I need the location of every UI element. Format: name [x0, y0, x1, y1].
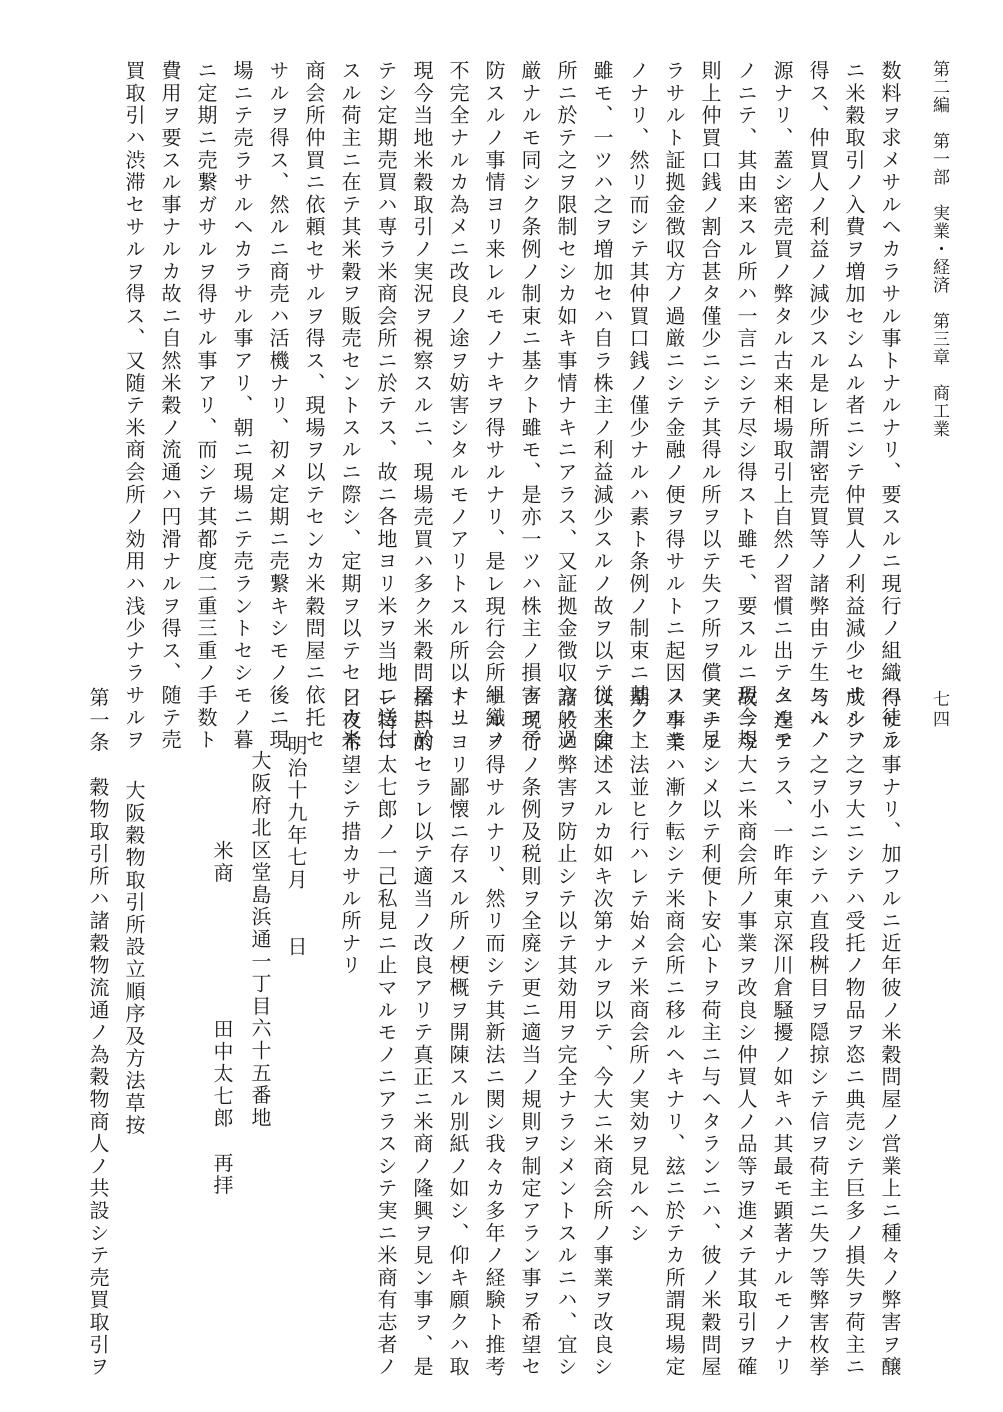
text-column: 防スルノ事情ヨリ来レルモノナキヲ得サルナリ、是レ現行会所組織ノ: [482, 60, 506, 752]
text-column: 現今当地米穀取引ノ実況ヲ視察スルニ、現場売買ハ多ク米穀問屋ニ於: [410, 60, 434, 752]
text-column: ク現行ノ条例及税則ヲ全廃シ更ニ適当ノ規則ヲ制定アラン事ヲ希望セ: [518, 687, 542, 1379]
text-column: 則上仲買口銭ノ割合甚タ僅少ニシテ其得ル所ヲ以テ失フ所ヲ償フニ足: [698, 60, 722, 752]
date-line: 明治十九年七月 日: [284, 735, 308, 958]
text-column: 期ノ二法並ヒ行ハレテ始メテ米商会所ノ実効ヲ見ルヘシ: [626, 687, 650, 1245]
text-column: テシ定期売買ハ専ラ米商会所ニ於テス、故ニ各地ヨリ米ヲ当地ニ送付: [374, 60, 398, 752]
text-column: サルヲ得ス、然ルニ商売ハ活機ナリ、初メ定期ニ売繋キシモノ後ニ現: [266, 60, 290, 752]
text-column: 厳ナルモ同シク条例ノ制束ニ基クト雖モ、是亦一ツハ株主ノ損害ヲ予: [518, 60, 542, 752]
text-column: ノニテ、其由来スル所ハ一言ニシテ尽シ得スト雖モ、要スルニ現今規: [734, 60, 758, 752]
text-column: 得ス、仲買人ノ利益ノ減少スル是レ所謂密売買等ノ諸弊由テ生スルノ: [806, 60, 830, 752]
text-column: 故ニ今大ニ米商会所ノ事業ヲ改良シ仲買人ノ品等ヲ進メテ其取引ヲ確: [734, 687, 758, 1379]
text-column: ニ遑アラス、一昨年東京深川倉騒擾ノ如キハ其最モ顕著ナルモノナリ: [770, 687, 794, 1379]
text-column: スル荷主ニ在テ其米穀ヲ販売セントスルニ際シ、定期ヲ以テセンカ米: [338, 60, 362, 752]
article-one: 第一条 穀物取引所ハ諸穀物流通ノ為穀物商人ノ共設シテ売買取引ヲ: [86, 687, 110, 1379]
draft-title: 大阪穀物取引所設立順序及方法草按: [122, 780, 146, 1137]
text-column: ノナリ、然リ而シテ其仲買口銭ノ僅少ナルハ素ト条例ノ制束ニ基クト: [626, 60, 650, 752]
text-column: サルヲ得サルナリ、然リ而シテ其新法ニ関シ我々カ多年ノ経験ト推考: [482, 687, 506, 1379]
text-column: 成シ、之ヲ大ニシテハ受托ノ物品ヲ恣ニ典売シテ巨多ノ損失ヲ荷主ニ: [842, 687, 866, 1379]
text-column: 商会所仲買ニ依頼セサルヲ得ス、現場ヲ以テセンカ米穀問屋ニ依托セ: [302, 60, 326, 752]
running-head: 第二編 第一部 実業・経済 第三章 商工業: [929, 60, 949, 438]
text-column: 雖モ、一ツハ之ヲ増加セハ自ラ株主ノ利益減少スルノ故ヲ以テ従来会: [590, 60, 614, 752]
text-column: 諸般ノ弊害ヲ防止シテ以テ其効用ヲ完全ナラシメントスルニハ、宜シ: [554, 687, 578, 1379]
text-column: 与ヘ、之ヲ小ニシテハ直段桝目ヲ隠掠シテ信ヲ荷主ニ失フ等弊害枚挙: [806, 687, 830, 1379]
text-column: ニ定期ニ売繋ガサルヲ得サル事アリ、而シテ其都度二重三重ノ手数ト: [194, 60, 218, 752]
text-column: 費用ヲ要スル事ナルカ故ニ自然米穀ノ流通ハ円滑ナルヲ得ス、随テ売: [158, 60, 182, 752]
text-column: ニ米穀取引ノ入費ヲ増加セシムル者ニシテ仲買人ノ利益減少セサルヲ: [842, 60, 866, 752]
text-column: トニヨリ鄙懐ニ存スル所ノ梗概ヲ開陳スル別紙ノ如シ、仰キ願クハ取: [446, 687, 470, 1379]
text-column: 源ナリ、蓋シ密売買ノ弊タル古来相場取引上自然ノ習慣ニ出テタルモ: [770, 60, 794, 752]
text-column: 場ニテ売ラサルヘカラサル事アリ、朝ニ現場ニテ売ラントセシモノ暮: [230, 60, 254, 752]
page-number: 七四: [929, 690, 949, 730]
signature-line: 米商 田中太七郎 再拝: [210, 840, 234, 1197]
text-column: 得サル事ナリ、加フルニ近年彼ノ米穀問屋ノ営業上ニ種々ノ弊害ヲ醸: [878, 687, 902, 1379]
address-line: 大阪府北区堂島浜通一丁目六十五番地: [248, 750, 272, 1130]
text-column: 捨斟酌セラレ以テ適当ノ改良アリテ真正ニ米商ノ隆興ヲ見ン事ヲ、是: [410, 687, 434, 1379]
text-column: 所ニ於テ之ヲ限制セシカ如キ事情ナキニアラス、又証拠金徴収方ノ過: [554, 60, 578, 752]
text-column: 以上陳述スルカ如キ次第ナルヲ以テ、今大ニ米商会所ノ事業ヲ改良シ: [590, 687, 614, 1379]
text-column: ラサルト証拠金徴収方ノ過厳ニシテ金融ノ便ヲ得サルトニ起因スルモ: [662, 60, 686, 752]
text-column: ノ事業ハ漸ク転シテ米商会所ニ移ルヘキナリ、玆ニ於テカ所謂現場定: [662, 687, 686, 1379]
text-column: 数料ヲ求メサルヘカラサル事トナルナリ、要スルニ現行ノ組織ハ徒ラ: [878, 60, 902, 752]
text-column: 不完全ナルカ為メニ改良ノ途ヲ妨害シタルモノアリトスル所以ナリ: [446, 60, 470, 729]
text-column: 買取引ハ渋滞セサルヲ得ス、又随テ米商会所ノ効用ハ浅少ナラサルヲ: [122, 60, 146, 752]
text-column: 日夜希望シテ措カサル所ナリ: [338, 687, 362, 977]
text-column: 実ナラシメ以テ利便ト安心トヲ荷主ニ与ヘタランニハ、彼ノ米穀問屋: [698, 687, 722, 1379]
text-column: レ特ニ太七郎ノ一己私見ニ止マルモノニアラスシテ実ニ米商有志者ノ: [374, 687, 398, 1379]
